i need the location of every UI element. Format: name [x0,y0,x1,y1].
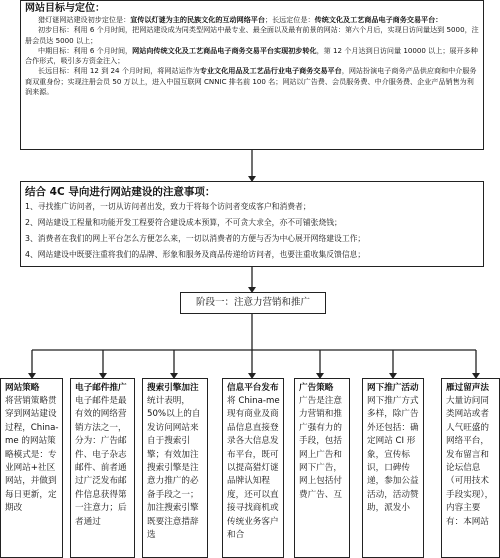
column-body: 将 China-me 现有商业及商品信息直接登录各大信息发布平台，既可以提高猎灯谜品牌认知程度，还可以直接寻找商机或传统业务客户和合 [227,396,280,541]
principle-item: 2、网站建设工程量和功能开发工程要符合建设成本预算，不可贪大求全，亦不可铺张烧钱； [25,218,342,227]
mid-highlight: 网站向传统文化及工艺商品电子商务交易平台实现初步转化 [132,45,317,55]
goals-title: 网站目标与定位： [25,3,105,14]
principles-title: 结合 4C 导向进行网站建设的注意事项： [25,186,216,198]
mid-text: 中期目标：利用 6 个月时间， [38,45,133,55]
column-title: 电子邮件推广 [75,383,127,393]
intro-text: ；长远定位是： [265,15,315,24]
column-title: 信息平台发布 [227,383,279,393]
column-body: 大量访问同类网站或者人气旺盛的网络平台，发布留言和论坛信息（可用技术手段实现），内容主要有：本网站 [446,396,494,527]
column-body: 网下推广方式多样，除广告外还包括：确定网站 CI 形象，宣传标识，口碑传递，参加公益活动，活动赞助，派发小 [367,396,419,514]
column-offline-promotion [362,378,424,558]
intro-text: 猎灯谜网站建设初步定位是： [38,15,131,24]
principles-box [20,181,484,267]
column-guestbook-method [441,378,500,558]
principle-item: 3、消费者在我们的网上平台怎么方便怎么来，一切以消费者的方便与否为中心展开网络建设工作； [25,234,366,243]
long-text: 长远目标：利用 12 到 24 个月时间，将网站运作为 [38,66,200,76]
goals-box [20,0,484,150]
column-body: 电子邮件是最有效的网络营销方法之一，分为：广告邮件、电子杂志邮件、前者通过广泛发布邮件信息获得第一注意力；后者通过 [75,396,127,527]
column-body: 广告是注意力营销和推广强有力的手段，包括网上广告和网下广告，网上包括付费广告、互 [299,396,342,500]
long-highlight: 专业文化用品及工艺品行业电子商务交易平台 [199,66,342,76]
long-text: ，网站扮演电子商务产品供应商和中介服务商双重身份；实现注册会员 50 万以上，进入中国互联网 CNNIC 排名前 100 名；网站以广告费、会员服务费、中介服务费、企业产品销售为利润来源。 [25,66,477,97]
column-website-strategy [0,378,63,558]
intro-short-term: 宣传以灯谜为主的民族文化的互动网络平台 [130,15,265,24]
column-email-promotion [70,378,135,558]
column-title: 网站策略 [5,383,40,393]
mid-text: ，第 12 个月达到日访问量 10000 以上；展开多种合作形式，吸引多方资金注入； [25,45,478,66]
goals-mid [25,46,479,67]
column-search-engine [142,378,208,558]
column-ad-strategy [294,378,350,558]
column-title: 网下推广活动 [367,383,419,393]
column-title: 广告策略 [299,383,334,393]
goals-intro [25,15,479,25]
principle-item: 1、寻找推广访问者，一切从访问者出发，致力于将每个访问者变成客户和消费者； [25,202,311,211]
goals-long [25,66,479,97]
stage-one-box: 阶段一：注意力营销和推广 [180,292,326,314]
column-info-platform [222,378,284,558]
goals-early: 初步目标：利用 6 个月时间，把网站建设成为同类型网站中最专业、最全面以及最有前景的网站：第六个月后，实现日访问量达到 5000，注册会员达 5000 以上； [25,25,479,45]
intro-long-term: 传统文化及工艺商品电子商务交易平台： [314,15,443,24]
column-body: 将营销策略贯穿到网站建设过程，China-me 的网站策略模式是：专业网站+社区网站，并做到每日更新，定期改 [5,396,59,514]
column-body: 统计表明，50%以上的自发访问网站来自于搜索引擎；有效加注搜索引擎是注意力推广的必备手段之一；加注搜索引擎既要注意措辞选 [147,396,201,541]
column-title: 雁过留声法 [446,383,489,393]
principle-item: 4、网站建设中既要注重将我们的品牌、形象和服务及商品传递给访问者，也要注重收集反馈信息； [25,250,366,259]
column-title: 搜索引擎加注 [147,383,199,393]
